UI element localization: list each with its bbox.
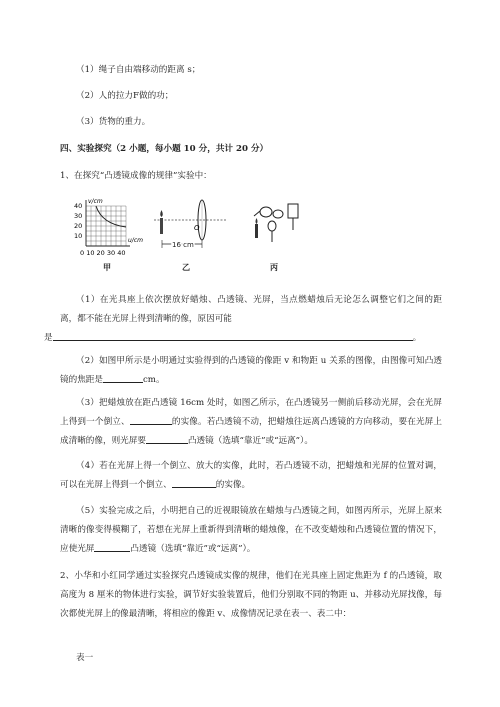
q1-part4-text-b: 的实像。 [215,480,251,490]
q1-part2-text: （2）如图甲所示是小明通过实验得到的凸透镜的像距 v 和物距 u 关系的图像，由图像可知凸透镜的焦距是 [60,356,442,385]
q1-part1-blank[interactable] [53,330,413,341]
q1-part1-text: （1）在光具座上依次摆放好蜡烛、凸透镜、光屏，当点燃蜡烛后无论怎么调整它们之间的距离，都不能在光屏上得到清晰的像，原因可能 [60,295,442,324]
q1-part5-text-a: （5）实验完成之后，小明把自己的近视眼镜放在蜡烛与凸透镜之间，如图丙所示，光屏上原来清晰的像变得模糊了，若想在光屏上重新得到清晰的蜡烛像，在不改变蜡烛和凸透镜位置的情况下，应使光屏 [60,506,442,554]
q1-part1 [44,291,442,348]
q1-part4-blank[interactable] [172,477,216,488]
question-2-text: 2、小华和小红同学通过实验探究凸透镜成实像的规律，他们在光具座上固定焦距为 f 的凸透镜，取高度为 8 厘米的物体进行实验，调节好实验装置后，他们分别取不同的物距 u、并移动光屏找像，每次都使光屏上的像最清晰，将相应的像距 v、成像情况记录在表一、表二中： [60,571,442,619]
graph-ylabel: v/cm [88,198,103,205]
caption-yi: 乙 [182,262,190,272]
q1-part3-text-c: 凸透镜（选填“靠近”或“远离”）。 [187,436,313,446]
q1-part2-unit: cm。 [142,375,165,385]
q1-part5-blank[interactable] [94,541,130,552]
graph-xlabel: u/cm [128,237,143,244]
q1-part4 [60,457,442,495]
section-heading: 四、实验探究（2 小题，每小题 10 分，共计 20 分） [60,144,269,154]
q1-part3 [60,394,442,451]
graph-ytick-40: 40 [74,202,83,210]
sub-item-2: （2）人的拉力F做的功； [76,91,174,101]
q1-part5-text-b: 凸透镜（选填“靠近”或“远离”）。 [130,544,256,554]
sub-item-3: （3）货物的重力。 [76,117,151,127]
q1-part3-text-a: （3）把蜡烛放在距凸透镜 16cm 处时，如图乙所示，在凸透镜另一侧前后移动光屏，会在光屏上得到一个倒立、 [60,398,442,427]
caption-bing: 丙 [270,262,278,272]
question-1-stem: 1、在探究“凸透镜成像的规律”实验中： [60,171,212,181]
lens-label: O [194,224,200,232]
distance-label: 16 cm [172,241,194,249]
candle-lens-setup [154,198,234,258]
caption-jia: 甲 [103,262,111,272]
q1-part1-end: 。 [412,333,422,343]
glasses-setup [248,200,304,250]
graph-ytick-20: 20 [74,222,83,230]
graph-xticks: 0 10 20 30 40 [80,249,126,257]
q1-part3-text-b: 的实像。若凸透镜不动，把蜡烛往远离凸透镜的方向移动，要在光屏上成清晰的像，则光屏要 [60,417,442,446]
graph-ytick-10: 10 [74,232,83,240]
q1-part3-blank-1[interactable] [130,414,172,425]
q1-part3-blank-2[interactable] [146,433,188,444]
q1-part5 [60,502,442,559]
q1-part4-text-a: （4）若在光屏上得一个倒立、放大的实像，此时，若凸透镜不动，把蜡烛和光屏的位置对调，可以在光屏上得到一个倒立、 [60,461,442,490]
sub-item-1: （1）绳子自由端移动的距离 s； [76,65,201,75]
table-1-label: 表一 [76,653,94,663]
graph-v-u [70,194,160,264]
figure-panel [70,194,310,276]
q1-part1-is: 是 [44,333,53,343]
q1-part2-blank[interactable] [103,372,143,383]
graph-ytick-30: 30 [74,212,83,220]
q1-part2 [60,352,442,390]
